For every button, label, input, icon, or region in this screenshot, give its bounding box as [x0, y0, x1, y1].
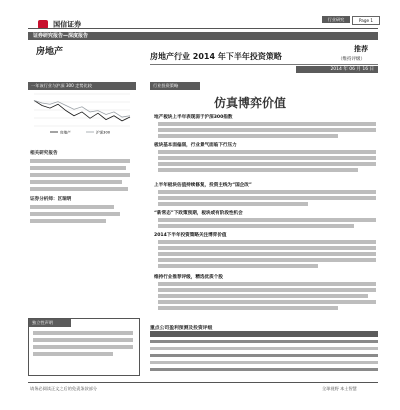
right-section-bar	[150, 82, 200, 90]
text-line	[158, 300, 376, 304]
date-bar	[296, 66, 378, 73]
text-line	[158, 196, 376, 200]
text-line	[158, 128, 376, 132]
table-row	[150, 361, 378, 364]
main-heading: 仿真博弈价值	[214, 96, 287, 110]
table-row	[150, 347, 378, 350]
independence-label-bar	[29, 319, 71, 327]
text-line	[33, 338, 133, 342]
left-analyst-label: 证券分析师：区瑞明	[30, 197, 72, 202]
text-line	[30, 205, 114, 209]
text-line	[158, 294, 368, 298]
title-rule	[150, 64, 378, 65]
left-related-label: 相关研究报告	[30, 151, 58, 156]
text-line	[158, 218, 376, 222]
text-line	[33, 352, 113, 356]
text-line	[30, 212, 120, 216]
table-row	[150, 340, 378, 343]
header-rule	[28, 28, 378, 29]
text-line	[33, 331, 133, 335]
text-line	[158, 264, 318, 268]
text-line	[158, 252, 376, 256]
text-line	[158, 246, 376, 250]
text-line	[158, 240, 376, 244]
report-type: 证券研究报告—深度报告	[33, 33, 89, 39]
left-chart-title: 一年该行业与沪深 300 走势比较	[31, 83, 92, 88]
text-line	[158, 224, 354, 228]
text-line	[158, 122, 376, 126]
earnings-table	[150, 331, 378, 377]
footer-rule	[28, 382, 378, 383]
report-title: 房地产行业 2014 年下半年投资策略	[150, 52, 282, 61]
rating: 推荐	[354, 45, 368, 53]
text-line	[158, 282, 376, 286]
table-row	[150, 368, 378, 371]
legend-index: 沪深300	[96, 130, 111, 135]
independence-label: 独立性声明	[32, 320, 53, 325]
text-line	[158, 150, 376, 154]
bullet-2: 板块基本面偏弱，行业景气面临下行压力	[154, 143, 237, 148]
series-line-2	[34, 100, 130, 117]
logo-text: 国信证券	[53, 20, 82, 29]
right-table-title: 重点公司盈利预测及投资评级	[150, 326, 213, 331]
text-line	[30, 166, 126, 170]
left-chart-title-bar	[28, 82, 136, 90]
bullet-6: 维持行业推荐评级，精选优质个股	[154, 275, 223, 280]
table-header	[150, 331, 378, 337]
text-line	[30, 180, 122, 184]
logo	[38, 14, 98, 29]
text-line	[30, 219, 106, 223]
text-line	[158, 288, 376, 292]
text-line	[158, 190, 376, 194]
report-date: 2014 年 06 月 16 日	[330, 67, 374, 72]
page-number: Page 1	[352, 16, 380, 25]
footer-disclaimer: 请务必阅读正文之后的免责条款部分	[30, 386, 98, 391]
bullet-1: 地产板块上半年表现弱于沪深300指数	[154, 115, 233, 120]
report-type-bar	[28, 32, 378, 40]
independence-box	[28, 318, 140, 376]
text-line	[158, 306, 338, 310]
header-tag: 行业研究	[322, 16, 350, 23]
text-line	[158, 202, 308, 206]
chart-legend	[50, 130, 111, 135]
right-section-label: 行业投资策略	[153, 83, 179, 88]
text-line	[158, 134, 338, 138]
legend-sector: 房地产	[60, 130, 71, 135]
table-row	[150, 354, 378, 357]
text-line	[33, 345, 133, 349]
sector-vs-index-chart	[28, 92, 136, 136]
bullet-3: 上半年板块估值持续修复，投资主线为“国企改”	[154, 183, 252, 188]
bullet-5: 2014下半年投资策略关注博弈价值	[154, 233, 227, 238]
rating-sub: （维持评级）	[338, 57, 365, 62]
text-line	[158, 258, 376, 262]
bullet-4: “新常态”下政策预期，板块或有阶段性机会	[154, 211, 243, 216]
text-line	[158, 168, 358, 172]
text-line	[158, 162, 376, 166]
footer-slogan: 全球视野 本土智慧	[322, 386, 357, 391]
text-line	[158, 156, 376, 160]
text-line	[30, 187, 128, 191]
sector-name: 房地产	[36, 47, 64, 57]
text-line	[30, 173, 130, 177]
text-line	[30, 159, 130, 163]
